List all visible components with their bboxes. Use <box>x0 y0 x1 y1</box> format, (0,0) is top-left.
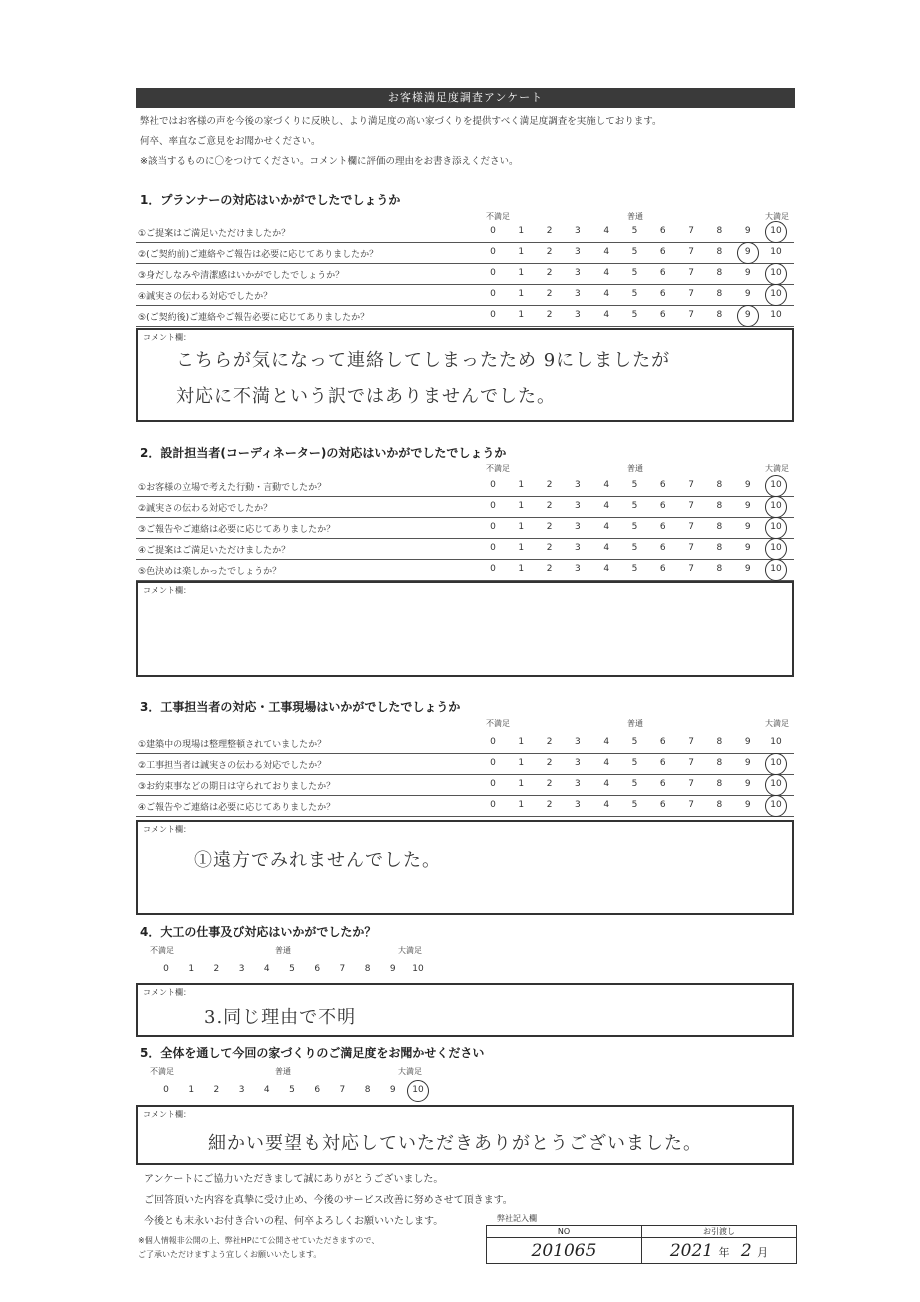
selected-circle-mark <box>765 475 787 497</box>
rating-option[interactable]: 1 <box>518 800 525 810</box>
section-3-comment-line-1: ①遠方でみれませんでした。 <box>194 850 441 871</box>
rating-option[interactable]: 10 <box>770 779 782 789</box>
rating-option[interactable]: 1 <box>518 758 525 768</box>
comment-label: コメント欄： <box>143 988 191 997</box>
rating-option[interactable]: 3 <box>575 737 581 747</box>
question-row <box>136 222 794 243</box>
office-use-table <box>486 1225 797 1264</box>
question-text: ①建築中の現場は整理整頓されていましたか？ <box>138 740 327 750</box>
section-1-title: 1．プランナーの対応はいかがでしたでしょうか <box>140 193 401 207</box>
section-2-title: 2．設計担当者(コーディネーター)の対応はいかがでしたでしょうか <box>140 446 507 460</box>
selected-circle-mark <box>765 284 787 306</box>
rating-option[interactable]: 9 <box>744 480 751 490</box>
scale-low-label: 不満足 <box>150 1067 174 1076</box>
rating-option[interactable]: 9 <box>744 522 751 532</box>
rating-option[interactable]: 9 <box>744 737 751 747</box>
scale-high-label: 大満足 <box>398 946 422 955</box>
comment-label: コメント欄： <box>143 333 191 342</box>
rating-option[interactable]: 5 <box>289 964 295 974</box>
selected-circle-mark <box>407 1080 429 1102</box>
scale-low-label: 不満足 <box>150 946 174 955</box>
rating-option[interactable]: 5 <box>631 522 638 532</box>
privacy-note-line-2: ご了承いただけますよう宜しくお願いいたします。 <box>138 1250 322 1259</box>
rating-option[interactable]: 0 <box>490 800 496 810</box>
rating-option[interactable]: 2 <box>546 310 553 320</box>
rating-option[interactable]: 6 <box>314 964 321 974</box>
section-1-comment-line-1: こちらが気になって連絡してしまったため 9にしましたが <box>176 350 671 371</box>
rating-option[interactable]: 6 <box>659 522 666 532</box>
rating-option[interactable]: 0 <box>490 543 496 553</box>
delivery-month: 2 <box>740 1240 752 1261</box>
rating-option[interactable]: 1 <box>518 564 525 574</box>
rating-option[interactable]: 5 <box>631 268 638 278</box>
rating-option[interactable]: 0 <box>490 310 496 320</box>
rating-option[interactable]: 1 <box>518 226 525 236</box>
rating-option[interactable]: 1 <box>518 501 525 511</box>
question-text: ②誠実さの伝わる対応でしたか？ <box>138 504 273 514</box>
rating-option[interactable]: 7 <box>688 564 694 574</box>
question-text: ③お約束事などの期日は守られておりましたか？ <box>138 782 336 792</box>
rating-option[interactable]: 10 <box>770 758 782 768</box>
rating-option[interactable]: 10 <box>770 501 782 511</box>
rating-option[interactable]: 6 <box>659 289 666 299</box>
month-unit: 月 <box>757 1245 769 1259</box>
rating-option[interactable]: 2 <box>546 289 553 299</box>
rating-option[interactable]: 7 <box>688 289 694 299</box>
question-row <box>136 306 794 327</box>
selected-circle-mark <box>765 753 787 775</box>
rating-option[interactable]: 2 <box>546 779 553 789</box>
section-4-title: 4．大工の仕事及び対応はいかがでしたか？ <box>140 925 377 939</box>
scale-low-label: 不満足 <box>486 719 510 728</box>
selected-circle-mark <box>765 559 787 581</box>
page-title: お客様満足度調査アンケート <box>136 88 795 108</box>
section-4-comment-line-1: 3.同じ理由で不明 <box>204 1007 357 1028</box>
rating-option[interactable]: 4 <box>603 480 610 490</box>
rating-option[interactable]: 8 <box>716 289 723 299</box>
rating-option[interactable]: 0 <box>490 247 496 257</box>
intro-line-2: 何卒、率直なご意見をお聞かせください。 <box>140 136 321 147</box>
question-row <box>136 476 794 497</box>
comment-label: コメント欄： <box>143 1110 191 1119</box>
rating-option[interactable]: 4 <box>603 779 610 789</box>
rating-option[interactable]: 2 <box>546 268 553 278</box>
rating-option[interactable]: 8 <box>716 268 723 278</box>
rating-option[interactable]: 3 <box>575 226 581 236</box>
selected-circle-mark <box>737 305 759 327</box>
scale-mid-label: 普通 <box>627 719 643 728</box>
no-value[interactable]: 201065 <box>487 1238 642 1264</box>
rating-option[interactable]: 3 <box>575 501 581 511</box>
rating-option[interactable]: 7 <box>339 1085 346 1095</box>
rating-option[interactable]: 6 <box>659 800 666 810</box>
rating-option[interactable]: 9 <box>744 268 751 278</box>
section-3-title: 3．工事担当者の対応・工事現場はいかがでしたでしょうか <box>140 700 461 714</box>
rating-option[interactable]: 6 <box>659 247 666 257</box>
section-5-title: 5．全体を通して今回の家づくりのご満足度をお聞かせください <box>140 1046 485 1060</box>
rating-option[interactable]: 0 <box>163 1085 169 1095</box>
rating-option[interactable]: 7 <box>688 226 694 236</box>
rating-option[interactable]: 2 <box>546 737 553 747</box>
comment-label: コメント欄： <box>143 825 191 834</box>
question-text: ②(ご契約前)ご連絡やご報告は必要に応じてありましたか？ <box>138 250 379 260</box>
rating-option[interactable]: 0 <box>490 226 496 236</box>
question-row <box>136 539 794 560</box>
selected-circle-mark <box>765 263 787 285</box>
rating-option[interactable]: 2 <box>546 247 553 257</box>
rating-option[interactable]: 3 <box>575 800 581 810</box>
rating-option[interactable]: 9 <box>744 310 751 320</box>
rating-option[interactable]: 5 <box>631 564 638 574</box>
question-row <box>136 243 794 264</box>
selected-circle-mark <box>765 795 787 817</box>
rating-option[interactable]: 4 <box>603 226 610 236</box>
rating-option[interactable]: 6 <box>659 543 666 553</box>
rating-option[interactable]: 5 <box>631 226 638 236</box>
rating-option[interactable]: 4 <box>603 564 610 574</box>
question-row <box>136 497 794 518</box>
rating-option[interactable]: 0 <box>490 268 496 278</box>
question-row <box>136 560 794 581</box>
rating-option[interactable]: 8 <box>716 522 723 532</box>
rating-option[interactable]: 1 <box>518 289 525 299</box>
question-row <box>136 754 794 775</box>
rating-option[interactable]: 10 <box>770 310 782 320</box>
rating-option[interactable]: 0 <box>490 501 496 511</box>
rating-option[interactable]: 10 <box>412 964 424 974</box>
rating-option[interactable]: 7 <box>688 522 694 532</box>
rating-option[interactable]: 2 <box>546 758 553 768</box>
closing-line-2: ご回答頂いた内容を真摯に受け止め、今後のサービス改善に努めさせて頂きます。 <box>144 1195 513 1206</box>
rating-option[interactable]: 10 <box>770 522 782 532</box>
rating-option[interactable]: 3 <box>575 543 581 553</box>
rating-option[interactable]: 0 <box>490 289 496 299</box>
rating-option[interactable]: 7 <box>339 964 346 974</box>
intro-line-3: ※該当するものに〇をつけてください。コメント欄に評価の理由をお書き添えください。 <box>140 156 519 167</box>
rating-option[interactable]: 7 <box>688 247 694 257</box>
rating-option[interactable]: 0 <box>490 522 496 532</box>
section-4-comment-box[interactable] <box>136 983 794 1037</box>
rating-option[interactable]: 2 <box>213 1085 220 1095</box>
rating-option[interactable]: 6 <box>659 564 666 574</box>
rating-option[interactable]: 8 <box>716 226 723 236</box>
rating-option[interactable]: 3 <box>575 779 581 789</box>
rating-option[interactable]: 10 <box>770 564 782 574</box>
scale-mid-label: 普通 <box>627 212 643 221</box>
no-label: NO <box>487 1226 642 1238</box>
rating-option[interactable]: 9 <box>389 964 396 974</box>
rating-option[interactable]: 4 <box>603 268 610 278</box>
scale-high-label: 大満足 <box>398 1067 422 1076</box>
rating-option[interactable]: 8 <box>716 247 723 257</box>
rating-option[interactable]: 0 <box>490 737 496 747</box>
rating-option[interactable]: 4 <box>603 800 610 810</box>
closing-line-3: 今後とも末永いお付き合いの程、何卒よろしくお願いいたします。 <box>144 1216 444 1227</box>
section-1-comment-line-2: 対応に不満という訳ではありませんでした。 <box>176 386 556 407</box>
rating-option[interactable]: 0 <box>490 480 496 490</box>
rating-option[interactable]: 10 <box>770 226 782 236</box>
scale-low-label: 不満足 <box>486 212 510 221</box>
rating-option[interactable]: 0 <box>163 964 169 974</box>
question-text: ④誠実さの伝わる対応でしたか？ <box>138 292 273 302</box>
year-unit: 年 <box>718 1245 730 1259</box>
rating-option[interactable]: 6 <box>659 310 666 320</box>
rating-option[interactable]: 10 <box>770 480 782 490</box>
scale-high-label: 大満足 <box>765 719 789 728</box>
scale-mid-label: 普通 <box>275 946 291 955</box>
question-text: ③身だしなみや清潔感はいかがでしたでしょうか？ <box>138 271 345 281</box>
rating-option[interactable]: 7 <box>688 501 694 511</box>
section-3-comment-box[interactable] <box>136 820 794 915</box>
rating-option[interactable]: 1 <box>188 1085 195 1095</box>
rating-option[interactable]: 8 <box>716 564 723 574</box>
scale-mid-label: 普通 <box>275 1067 291 1076</box>
rating-option[interactable]: 9 <box>744 501 751 511</box>
rating-option[interactable]: 8 <box>716 480 723 490</box>
rating-option[interactable]: 4 <box>603 501 610 511</box>
question-text: ③ご報告やご連絡は必要に応じてありましたか？ <box>138 525 336 535</box>
question-row <box>136 796 794 817</box>
question-text: ④ご提案はご満足いただけましたか？ <box>138 546 291 556</box>
rating-option[interactable]: 3 <box>238 1085 245 1095</box>
rating-option[interactable]: 10 <box>770 800 782 810</box>
rating-option[interactable]: 3 <box>575 289 581 299</box>
rating-option[interactable]: 6 <box>659 268 666 278</box>
rating-option[interactable]: 6 <box>659 480 666 490</box>
delivery-year: 2021 <box>669 1240 714 1261</box>
rating-option[interactable]: 7 <box>688 310 694 320</box>
question-text: ②工事担当者は誠実さの伝わる対応でしたか？ <box>138 761 327 771</box>
delivery-label: お引渡し <box>642 1226 797 1238</box>
rating-option[interactable]: 5 <box>631 737 638 747</box>
rating-option[interactable]: 10 <box>770 543 782 553</box>
rating-option[interactable]: 8 <box>716 758 723 768</box>
rating-option[interactable]: 8 <box>364 964 371 974</box>
scale-high-label: 大満足 <box>765 212 789 221</box>
rating-option[interactable]: 10 <box>770 289 782 299</box>
rating-option[interactable]: 3 <box>575 247 581 257</box>
rating-option[interactable]: 2 <box>546 480 553 490</box>
rating-option[interactable]: 10 <box>412 1085 424 1095</box>
scale-low-label: 不満足 <box>486 464 510 473</box>
scale-mid-label: 普通 <box>627 464 643 473</box>
question-row <box>136 264 794 285</box>
rating-option[interactable]: 4 <box>603 522 610 532</box>
rating-option[interactable]: 6 <box>659 501 666 511</box>
rating-option[interactable]: 3 <box>575 758 581 768</box>
rating-option[interactable]: 3 <box>238 964 245 974</box>
section-1-comment-box[interactable] <box>136 328 794 422</box>
selected-circle-mark <box>765 774 787 796</box>
question-text: ④ご報告やご連絡は必要に応じてありましたか？ <box>138 803 336 813</box>
rating-option[interactable]: 4 <box>603 737 610 747</box>
rating-option[interactable]: 3 <box>575 268 581 278</box>
intro-line-1: 弊社ではお客様の声を今後の家づくりに反映し、より満足度の高い家づくりを提供すべく満足度調査を実施しております。 <box>140 116 662 127</box>
rating-option[interactable]: 2 <box>546 226 553 236</box>
rating-option[interactable]: 1 <box>518 779 525 789</box>
rating-option[interactable]: 4 <box>603 310 610 320</box>
rating-option[interactable]: 8 <box>364 1085 371 1095</box>
rating-option[interactable]: 5 <box>631 758 638 768</box>
rating-option[interactable]: 2 <box>546 800 553 810</box>
rating-option[interactable]: 8 <box>716 310 723 320</box>
rating-option[interactable]: 1 <box>518 310 525 320</box>
question-row <box>136 518 794 539</box>
rating-option[interactable]: 3 <box>575 522 581 532</box>
rating-option[interactable]: 9 <box>744 564 751 574</box>
selected-circle-mark <box>765 221 787 243</box>
rating-option[interactable]: 9 <box>744 779 751 789</box>
rating-option[interactable]: 5 <box>631 501 638 511</box>
comment-label: コメント欄： <box>143 586 191 595</box>
rating-option[interactable]: 8 <box>716 737 723 747</box>
rating-option[interactable]: 8 <box>716 800 723 810</box>
rating-option[interactable]: 2 <box>213 964 220 974</box>
rating-option[interactable]: 10 <box>770 737 782 747</box>
rating-option[interactable]: 7 <box>688 737 694 747</box>
rating-option[interactable]: 5 <box>289 1085 295 1095</box>
rating-option[interactable]: 9 <box>744 247 751 257</box>
selected-circle-mark <box>765 517 787 539</box>
question-text: ①ご提案はご満足いただけましたか？ <box>138 229 291 239</box>
rating-option[interactable]: 7 <box>688 268 694 278</box>
rating-option[interactable]: 5 <box>631 480 638 490</box>
rating-option[interactable]: 7 <box>688 543 694 553</box>
rating-option[interactable]: 4 <box>603 289 610 299</box>
rating-option[interactable]: 4 <box>603 543 610 553</box>
rating-option[interactable]: 4 <box>263 1085 270 1095</box>
rating-option[interactable]: 7 <box>688 800 694 810</box>
section-2-comment-box[interactable] <box>136 581 794 677</box>
rating-option[interactable]: 1 <box>518 268 525 278</box>
rating-option[interactable]: 1 <box>518 543 525 553</box>
question-row <box>136 775 794 796</box>
question-text: ⑤(ご契約後)ご連絡やご報告必要に応じてありましたか？ <box>138 313 370 323</box>
rating-option[interactable]: 9 <box>744 758 751 768</box>
rating-option[interactable]: 2 <box>546 501 553 511</box>
rating-option[interactable]: 7 <box>688 480 694 490</box>
rating-option[interactable]: 9 <box>744 543 751 553</box>
rating-option[interactable]: 5 <box>631 310 638 320</box>
rating-option[interactable]: 1 <box>518 480 525 490</box>
delivery-date[interactable] <box>642 1238 797 1264</box>
rating-option[interactable]: 6 <box>659 737 666 747</box>
office-use-label: 弊社記入欄 <box>497 1214 537 1223</box>
question-text: ①お客様の立場で考えた行動・言動でしたか？ <box>138 483 327 493</box>
rating-option[interactable]: 6 <box>659 226 666 236</box>
rating-option[interactable]: 9 <box>744 226 751 236</box>
rating-option[interactable]: 2 <box>546 543 553 553</box>
rating-option[interactable]: 5 <box>631 800 638 810</box>
rating-option[interactable]: 2 <box>546 564 553 574</box>
rating-option[interactable]: 8 <box>716 779 723 789</box>
rating-option[interactable]: 7 <box>688 758 694 768</box>
rating-option[interactable]: 5 <box>631 543 638 553</box>
question-row <box>136 733 794 754</box>
rating-option[interactable]: 1 <box>518 737 525 747</box>
rating-option[interactable]: 10 <box>770 268 782 278</box>
rating-option[interactable]: 3 <box>575 480 581 490</box>
rating-option[interactable]: 0 <box>490 758 496 768</box>
rating-option[interactable]: 7 <box>688 779 694 789</box>
rating-option[interactable]: 5 <box>631 247 638 257</box>
rating-option[interactable]: 9 <box>744 289 751 299</box>
closing-line-1: アンケートにご協力いただきまして誠にありがとうございました。 <box>144 1174 444 1185</box>
section-5-comment-box[interactable] <box>136 1105 794 1165</box>
privacy-note-line-1: ※個人情報非公開の上、弊社HPにて公開させていただきますので、 <box>138 1236 380 1245</box>
rating-option[interactable]: 3 <box>575 310 581 320</box>
rating-option[interactable]: 1 <box>518 247 525 257</box>
rating-option[interactable]: 9 <box>744 800 751 810</box>
rating-option[interactable]: 4 <box>603 758 610 768</box>
rating-option[interactable]: 6 <box>659 758 666 768</box>
question-text: ⑤色決めは楽しかったでしょうか？ <box>138 567 282 577</box>
selected-circle-mark <box>737 242 759 264</box>
rating-option[interactable]: 6 <box>314 1085 321 1095</box>
rating-option[interactable]: 3 <box>575 564 581 574</box>
scale-high-label: 大満足 <box>765 464 789 473</box>
rating-option[interactable]: 5 <box>631 289 638 299</box>
rating-option[interactable]: 0 <box>490 564 496 574</box>
rating-option[interactable]: 8 <box>716 501 723 511</box>
rating-option[interactable]: 0 <box>490 779 496 789</box>
rating-option[interactable]: 9 <box>389 1085 396 1095</box>
rating-option[interactable]: 1 <box>188 964 195 974</box>
rating-option[interactable]: 4 <box>603 247 610 257</box>
selected-circle-mark <box>765 496 787 518</box>
rating-option[interactable]: 4 <box>263 964 270 974</box>
rating-option[interactable]: 10 <box>770 247 782 257</box>
rating-option[interactable]: 2 <box>546 522 553 532</box>
question-row <box>136 285 794 306</box>
section-5-comment-line-1: 細かい要望も対応していただきありがとうございました。 <box>208 1133 702 1154</box>
selected-circle-mark <box>765 538 787 560</box>
rating-option[interactable]: 8 <box>716 543 723 553</box>
rating-option[interactable]: 5 <box>631 779 638 789</box>
rating-option[interactable]: 1 <box>518 522 525 532</box>
rating-option[interactable]: 6 <box>659 779 666 789</box>
